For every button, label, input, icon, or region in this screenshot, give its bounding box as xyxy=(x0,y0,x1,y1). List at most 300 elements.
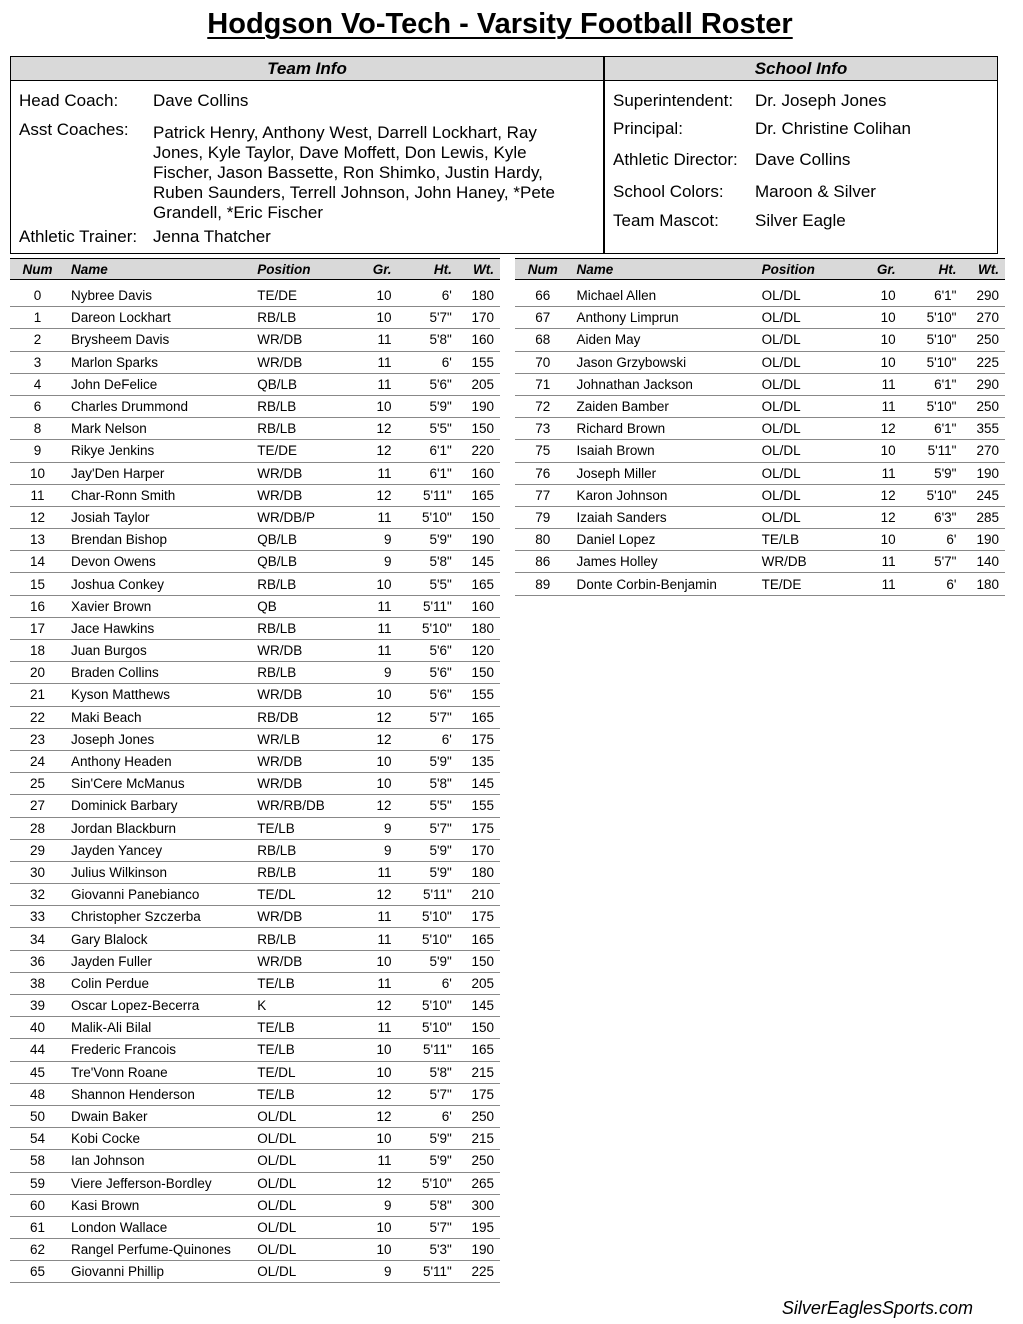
cell-position: OL/DL xyxy=(253,1172,354,1194)
cell-height: 5'9" xyxy=(400,395,456,417)
cell-weight: 155 xyxy=(456,795,500,817)
table-row xyxy=(10,861,500,883)
table-row xyxy=(10,373,500,395)
cell-num: 3 xyxy=(10,351,65,373)
cell-height: 5'10" xyxy=(400,1172,456,1194)
cell-name: Joshua Conkey xyxy=(65,573,253,595)
cell-position: OL/DL xyxy=(758,462,858,484)
cell-position: TE/DE xyxy=(758,573,858,595)
cell-num: 21 xyxy=(10,684,65,706)
cell-weight: 180 xyxy=(456,617,500,639)
cell-num: 23 xyxy=(10,728,65,750)
cell-weight: 265 xyxy=(456,1172,500,1194)
table-row xyxy=(10,1061,500,1083)
cell-position: WR/DB xyxy=(253,329,354,351)
cell-height: 5'10" xyxy=(400,995,456,1017)
table-row xyxy=(10,462,500,484)
cell-weight: 135 xyxy=(456,750,500,772)
cell-name: Viere Jefferson-Bordley xyxy=(65,1172,253,1194)
cell-weight: 180 xyxy=(960,573,1005,595)
cell-name: Ian Johnson xyxy=(65,1150,253,1172)
cell-weight: 270 xyxy=(960,440,1005,462)
mascot-value: Silver Eagle xyxy=(755,211,846,230)
cell-height: 5'10" xyxy=(904,484,961,506)
cell-grade: 11 xyxy=(354,462,400,484)
table-row xyxy=(10,1194,500,1216)
table-row xyxy=(10,1216,500,1238)
cell-weight: 215 xyxy=(456,1128,500,1150)
cell-name: Jay'Den Harper xyxy=(65,462,253,484)
school-info-heading: School Info xyxy=(605,57,997,81)
cell-weight: 170 xyxy=(456,839,500,861)
table-row xyxy=(10,529,500,551)
cell-grade: 11 xyxy=(354,972,400,994)
asst-coaches-label: Asst Coaches: xyxy=(19,120,129,139)
cell-num: 38 xyxy=(10,972,65,994)
cell-weight: 250 xyxy=(960,395,1005,417)
cell-grade: 9 xyxy=(354,1194,400,1216)
table-row xyxy=(10,684,500,706)
cell-weight: 225 xyxy=(456,1261,500,1283)
cell-position: QB/LB xyxy=(253,373,354,395)
cell-height: 5'10" xyxy=(400,906,456,928)
cell-position: TE/LB xyxy=(758,529,858,551)
cell-num: 11 xyxy=(10,484,65,506)
table-row xyxy=(10,817,500,839)
table-row xyxy=(10,1039,500,1061)
cell-grade: 12 xyxy=(354,1083,400,1105)
table-row xyxy=(515,573,1005,595)
cell-height: 5'9" xyxy=(400,861,456,883)
cell-position: TE/LB xyxy=(253,1017,354,1039)
cell-name: Karon Johnson xyxy=(571,484,758,506)
cell-weight: 155 xyxy=(456,351,500,373)
cell-grade: 10 xyxy=(354,1061,400,1083)
table-row xyxy=(515,307,1005,329)
cell-weight: 250 xyxy=(960,329,1005,351)
head-coach-value: Dave Collins xyxy=(153,91,249,110)
cell-position: QB/LB xyxy=(253,551,354,573)
cell-num: 4 xyxy=(10,373,65,395)
cell-height: 6'1" xyxy=(904,418,961,440)
cell-num: 62 xyxy=(10,1239,65,1261)
cell-grade: 11 xyxy=(354,329,400,351)
cell-grade: 10 xyxy=(354,950,400,972)
cell-position: TE/LB xyxy=(253,1039,354,1061)
cell-name: Giovanni Panebianco xyxy=(65,884,253,906)
page-title: Hodgson Vo-Tech - Varsity Football Roster xyxy=(207,8,793,40)
cell-num: 28 xyxy=(10,817,65,839)
cell-name: John DeFelice xyxy=(65,373,253,395)
table-row xyxy=(10,551,500,573)
cell-num: 8 xyxy=(10,418,65,440)
col-header-num: Num xyxy=(515,259,571,280)
cell-name: Shannon Henderson xyxy=(65,1083,253,1105)
cell-grade: 12 xyxy=(354,795,400,817)
cell-name: Michael Allen xyxy=(571,285,758,307)
cell-weight: 165 xyxy=(456,1039,500,1061)
table-row xyxy=(10,950,500,972)
table-row xyxy=(10,506,500,528)
cell-num: 1 xyxy=(10,307,65,329)
cell-name: Char-Ronn Smith xyxy=(65,484,253,506)
cell-num: 61 xyxy=(10,1216,65,1238)
cell-num: 16 xyxy=(10,595,65,617)
cell-num: 68 xyxy=(515,329,571,351)
cell-grade: 10 xyxy=(354,307,400,329)
cell-num: 18 xyxy=(10,640,65,662)
table-row xyxy=(10,285,500,307)
col-header-position: Position xyxy=(253,259,354,280)
table-row xyxy=(10,1239,500,1261)
cell-position: RB/LB xyxy=(253,839,354,861)
cell-grade: 11 xyxy=(858,462,904,484)
cell-weight: 190 xyxy=(456,395,500,417)
cell-grade: 10 xyxy=(858,440,904,462)
cell-position: RB/LB xyxy=(253,573,354,595)
cell-name: Gary Blalock xyxy=(65,928,253,950)
table-row xyxy=(10,1105,500,1127)
cell-name: Dominick Barbary xyxy=(65,795,253,817)
cell-position: OL/DL xyxy=(758,373,858,395)
cell-grade: 11 xyxy=(858,373,904,395)
cell-weight: 215 xyxy=(456,1061,500,1083)
cell-weight: 210 xyxy=(456,884,500,906)
cell-grade: 11 xyxy=(354,351,400,373)
cell-weight: 165 xyxy=(456,484,500,506)
cell-grade: 11 xyxy=(354,595,400,617)
cell-grade: 12 xyxy=(354,706,400,728)
table-row xyxy=(10,329,500,351)
cell-position: OL/DL xyxy=(253,1261,354,1283)
cell-name: Mark Nelson xyxy=(65,418,253,440)
cell-weight: 150 xyxy=(456,1017,500,1039)
table-row xyxy=(515,551,1005,573)
cell-weight: 155 xyxy=(456,684,500,706)
cell-num: 79 xyxy=(515,506,571,528)
cell-name: Brysheem Davis xyxy=(65,329,253,351)
cell-num: 33 xyxy=(10,906,65,928)
cell-name: Isaiah Brown xyxy=(571,440,758,462)
cell-num: 67 xyxy=(515,307,571,329)
cell-position: WR/DB xyxy=(253,640,354,662)
cell-name: Kasi Brown xyxy=(65,1194,253,1216)
cell-height: 6' xyxy=(904,573,961,595)
cell-height: 5'6" xyxy=(400,684,456,706)
cell-position: OL/DL xyxy=(253,1105,354,1127)
cell-height: 6'1" xyxy=(904,285,961,307)
cell-position: WR/DB xyxy=(253,906,354,928)
cell-name: Oscar Lopez-Becerra xyxy=(65,995,253,1017)
cell-position: RB/LB xyxy=(253,861,354,883)
col-header-height: Ht. xyxy=(904,259,961,280)
table-row xyxy=(10,1172,500,1194)
cell-name: Braden Collins xyxy=(65,662,253,684)
superintendent-value: Dr. Joseph Jones xyxy=(755,91,887,110)
table-row xyxy=(10,1083,500,1105)
table-row xyxy=(10,928,500,950)
table-row xyxy=(10,440,500,462)
col-header-name: Name xyxy=(65,259,253,280)
cell-height: 5'7" xyxy=(400,706,456,728)
cell-weight: 160 xyxy=(456,329,500,351)
cell-weight: 245 xyxy=(960,484,1005,506)
cell-height: 5'8" xyxy=(400,773,456,795)
table-row xyxy=(10,1017,500,1039)
cell-height: 5'10" xyxy=(904,307,961,329)
cell-position: TE/LB xyxy=(253,817,354,839)
cell-position: RB/LB xyxy=(253,617,354,639)
cell-height: 6' xyxy=(400,972,456,994)
cell-height: 6'3" xyxy=(904,506,961,528)
cell-position: OL/DL xyxy=(758,329,858,351)
cell-height: 5'7" xyxy=(904,551,961,573)
cell-name: Joseph Miller xyxy=(571,462,758,484)
cell-position: WR/DB/P xyxy=(253,506,354,528)
cell-height: 5'9" xyxy=(400,950,456,972)
cell-position: OL/DL xyxy=(758,395,858,417)
cell-name: Anthony Limprun xyxy=(571,307,758,329)
cell-grade: 10 xyxy=(858,529,904,551)
cell-name: Giovanni Phillip xyxy=(65,1261,253,1283)
cell-grade: 12 xyxy=(858,484,904,506)
cell-height: 5'3" xyxy=(400,1239,456,1261)
cell-grade: 9 xyxy=(354,662,400,684)
cell-name: Nybree Davis xyxy=(65,285,253,307)
cell-weight: 225 xyxy=(960,351,1005,373)
cell-name: Marlon Sparks xyxy=(65,351,253,373)
cell-weight: 145 xyxy=(456,551,500,573)
table-row xyxy=(10,395,500,417)
cell-position: RB/LB xyxy=(253,662,354,684)
cell-height: 6'1" xyxy=(904,373,961,395)
cell-name: Donte Corbin-Benjamin xyxy=(571,573,758,595)
cell-name: Brendan Bishop xyxy=(65,529,253,551)
cell-height: 5'7" xyxy=(400,1216,456,1238)
cell-weight: 290 xyxy=(960,285,1005,307)
cell-height: 5'10" xyxy=(904,395,961,417)
cell-weight: 175 xyxy=(456,817,500,839)
cell-position: OL/DL xyxy=(253,1194,354,1216)
cell-num: 34 xyxy=(10,928,65,950)
cell-weight: 220 xyxy=(456,440,500,462)
table-row xyxy=(10,307,500,329)
cell-position: TE/LB xyxy=(253,1083,354,1105)
cell-name: Kobi Cocke xyxy=(65,1128,253,1150)
cell-position: WR/DB xyxy=(253,462,354,484)
cell-weight: 145 xyxy=(456,995,500,1017)
table-row xyxy=(10,595,500,617)
cell-weight: 145 xyxy=(456,773,500,795)
cell-grade: 10 xyxy=(354,395,400,417)
cell-grade: 12 xyxy=(354,1105,400,1127)
school-colors-value: Maroon & Silver xyxy=(755,182,876,201)
cell-position: RB/LB xyxy=(253,395,354,417)
cell-weight: 165 xyxy=(456,928,500,950)
cell-name: Christopher Szczerba xyxy=(65,906,253,928)
cell-weight: 175 xyxy=(456,906,500,928)
cell-weight: 150 xyxy=(456,506,500,528)
table-row xyxy=(515,529,1005,551)
cell-name: Juan Burgos xyxy=(65,640,253,662)
cell-name: Sin'Cere McManus xyxy=(65,773,253,795)
cell-position: WR/DB xyxy=(253,484,354,506)
cell-num: 39 xyxy=(10,995,65,1017)
cell-num: 17 xyxy=(10,617,65,639)
cell-position: WR/DB xyxy=(758,551,858,573)
cell-name: Malik-Ali Bilal xyxy=(65,1017,253,1039)
team-info-panel xyxy=(11,57,605,253)
trainer-label: Athletic Trainer: xyxy=(19,227,138,246)
cell-num: 76 xyxy=(515,462,571,484)
cell-weight: 150 xyxy=(456,418,500,440)
cell-num: 0 xyxy=(10,285,65,307)
cell-name: James Holley xyxy=(571,551,758,573)
cell-num: 6 xyxy=(10,395,65,417)
cell-grade: 11 xyxy=(858,573,904,595)
cell-name: Charles Drummond xyxy=(65,395,253,417)
cell-num: 50 xyxy=(10,1105,65,1127)
cell-height: 5'7" xyxy=(400,1083,456,1105)
cell-num: 24 xyxy=(10,750,65,772)
cell-name: Xavier Brown xyxy=(65,595,253,617)
cell-grade: 9 xyxy=(354,817,400,839)
table-row xyxy=(10,728,500,750)
cell-weight: 190 xyxy=(960,462,1005,484)
table-row xyxy=(10,418,500,440)
cell-name: Jayden Yancey xyxy=(65,839,253,861)
cell-height: 5'11" xyxy=(904,440,961,462)
cell-position: OL/DL xyxy=(253,1239,354,1261)
cell-name: Tre'Vonn Roane xyxy=(65,1061,253,1083)
cell-position: OL/DL xyxy=(758,351,858,373)
cell-num: 44 xyxy=(10,1039,65,1061)
cell-position: K xyxy=(253,995,354,1017)
cell-grade: 10 xyxy=(354,684,400,706)
cell-position: QB/LB xyxy=(253,529,354,551)
table-row xyxy=(515,351,1005,373)
cell-grade: 12 xyxy=(354,728,400,750)
cell-grade: 12 xyxy=(354,995,400,1017)
cell-height: 6' xyxy=(400,285,456,307)
table-header-row xyxy=(10,259,500,280)
cell-position: WR/DB xyxy=(253,750,354,772)
cell-position: WR/LB xyxy=(253,728,354,750)
cell-num: 86 xyxy=(515,551,571,573)
cell-weight: 150 xyxy=(456,662,500,684)
cell-position: OL/DL xyxy=(253,1128,354,1150)
cell-grade: 12 xyxy=(354,484,400,506)
cell-weight: 175 xyxy=(456,1083,500,1105)
table-header-row xyxy=(515,259,1005,280)
cell-height: 5'8" xyxy=(400,1061,456,1083)
cell-grade: 10 xyxy=(858,307,904,329)
cell-num: 70 xyxy=(515,351,571,373)
cell-num: 27 xyxy=(10,795,65,817)
cell-height: 5'11" xyxy=(400,884,456,906)
asst-coaches-value: Patrick Henry, Anthony West, Darrell Lockhart, Ray Jones, Kyle Taylor, Dave Moffett, Don Lewis, Kyle Fischer, Jason Bassette, Ron Shimko, Justin Hardy, Ruben Saunders, Terrell Johnson, John Haney, *Pete Grandell, *Eric Fischer xyxy=(153,123,555,222)
cell-height: 5'9" xyxy=(400,1128,456,1150)
table-row xyxy=(10,573,500,595)
cell-height: 5'11" xyxy=(400,484,456,506)
cell-position: OL/DL xyxy=(758,440,858,462)
cell-name: Joseph Jones xyxy=(65,728,253,750)
cell-position: TE/DE xyxy=(253,285,354,307)
cell-num: 73 xyxy=(515,418,571,440)
cell-name: Josiah Taylor xyxy=(65,506,253,528)
cell-grade: 11 xyxy=(354,1150,400,1172)
cell-name: Rikye Jenkins xyxy=(65,440,253,462)
cell-height: 5'8" xyxy=(400,551,456,573)
cell-num: 13 xyxy=(10,529,65,551)
principal-label: Principal: xyxy=(613,119,683,138)
cell-name: Rangel Perfume-Quinones xyxy=(65,1239,253,1261)
cell-name: Jayden Fuller xyxy=(65,950,253,972)
cell-height: 6'1" xyxy=(400,462,456,484)
cell-height: 5'7" xyxy=(400,817,456,839)
cell-weight: 205 xyxy=(456,972,500,994)
cell-num: 15 xyxy=(10,573,65,595)
roster-body-left xyxy=(10,280,500,1283)
cell-weight: 300 xyxy=(456,1194,500,1216)
cell-position: TE/LB xyxy=(253,972,354,994)
table-row xyxy=(515,462,1005,484)
info-box xyxy=(10,56,998,254)
cell-position: TE/DL xyxy=(253,884,354,906)
table-row xyxy=(515,395,1005,417)
table-row xyxy=(10,884,500,906)
col-header-weight: Wt. xyxy=(456,259,500,280)
cell-num: 77 xyxy=(515,484,571,506)
cell-num: 75 xyxy=(515,440,571,462)
cell-weight: 190 xyxy=(456,529,500,551)
cell-num: 29 xyxy=(10,839,65,861)
cell-weight: 180 xyxy=(456,285,500,307)
cell-position: OL/DL xyxy=(758,506,858,528)
cell-height: 5'9" xyxy=(400,750,456,772)
cell-position: WR/DB xyxy=(253,773,354,795)
table-row xyxy=(515,418,1005,440)
cell-height: 5'5" xyxy=(400,573,456,595)
table-row xyxy=(10,972,500,994)
cell-grade: 12 xyxy=(354,440,400,462)
cell-position: RB/LB xyxy=(253,307,354,329)
cell-grade: 12 xyxy=(354,884,400,906)
cell-name: Johnathan Jackson xyxy=(571,373,758,395)
cell-grade: 10 xyxy=(354,1128,400,1150)
cell-num: 12 xyxy=(10,506,65,528)
cell-weight: 285 xyxy=(960,506,1005,528)
roster-table-left xyxy=(10,258,500,1283)
footer-site-name: SilverEaglesSports.com xyxy=(781,1298,973,1318)
cell-num: 65 xyxy=(10,1261,65,1283)
cell-height: 5'8" xyxy=(400,1194,456,1216)
cell-num: 30 xyxy=(10,861,65,883)
col-header-grade: Gr. xyxy=(858,259,904,280)
cell-name: Kyson Matthews xyxy=(65,684,253,706)
table-row xyxy=(10,484,500,506)
cell-height: 5'6" xyxy=(400,373,456,395)
cell-grade: 11 xyxy=(354,617,400,639)
cell-num: 54 xyxy=(10,1128,65,1150)
cell-name: Anthony Headen xyxy=(65,750,253,772)
cell-num: 59 xyxy=(10,1172,65,1194)
superintendent-label: Superintendent: xyxy=(613,91,734,110)
cell-position: RB/LB xyxy=(253,928,354,950)
cell-weight: 205 xyxy=(456,373,500,395)
table-row xyxy=(10,773,500,795)
cell-grade: 12 xyxy=(858,506,904,528)
